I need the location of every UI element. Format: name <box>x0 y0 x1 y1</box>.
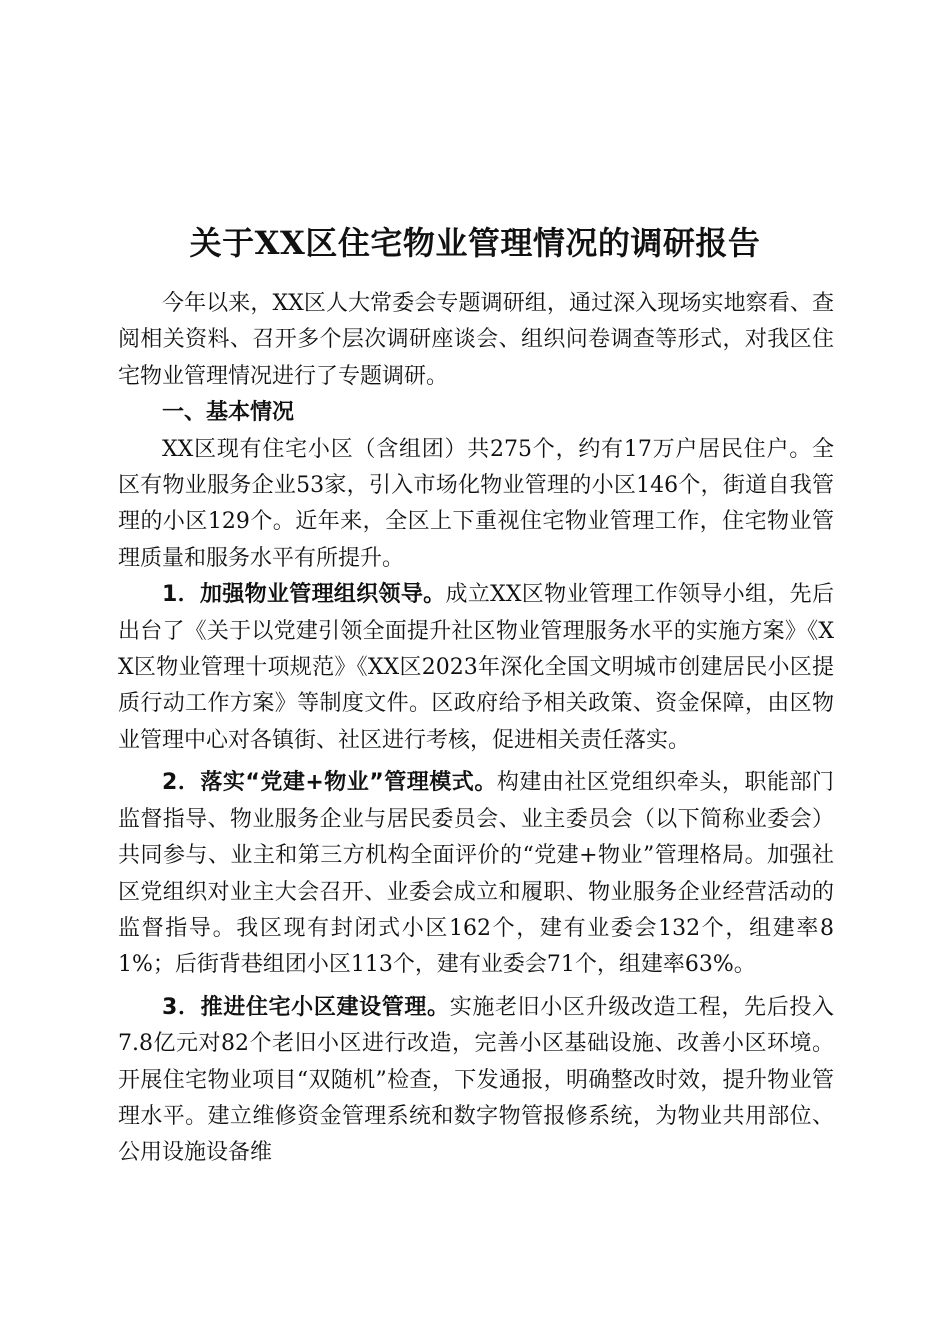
item-3-body: 实施老旧小区升级改造工程，先后投入7.8亿元对82个老旧小区进行改造，完善小区基础设施、改善小区环境。开展住宅物业项目“双随机”检查，下发通报，明确整改时效，提升物业管理水平。建立维修资金管理系统和数字物管报修系统，为物业共用部位、公用设施设备维 <box>118 994 834 1166</box>
item-3-lead: 3．推进住宅小区建设管理。 <box>162 994 450 1020</box>
intro-paragraph: 今年以来，XX区人大常委会专题调研组，通过深入现场实地察看、查阅相关资料、召开多个层次调研座谈会、组织问卷调查等形式，对我区住宅物业管理情况进行了专题调研。 <box>118 291 834 389</box>
section-heading-basic-situation: 一、基本情况 <box>162 400 295 426</box>
basic-situation-paragraph: XX区现有住宅小区（含组团）共275个，约有17万户居民住户。全区有物业服务企业53家，引入市场化物业管理的小区146个，街道自我管理的小区129个。近年来，全区上下重视住宅物业管理工作，住宅物业管理质量和服务水平有所提升。 <box>118 436 834 571</box>
document-body <box>118 286 834 1172</box>
item-1-body: 成立XX区物业管理工作领导小组，先后出台了《关于以党建引领全面提升社区物业管理服务水平的实施方案》《XX区物业管理十项规范》《XX区2023年深化全国文明城市创建居民小区提质行动工作方案》等制度文件。区政府给予相关政策、资金保障，由区物业管理中心对各镇街、社区进行考核，促进相关责任落实。 <box>118 582 835 753</box>
item-2-paragraph <box>118 765 834 983</box>
item-3-paragraph <box>118 990 834 1172</box>
item-1-lead: 1．加强物业管理组织领导。 <box>162 582 446 608</box>
item-1-paragraph <box>118 577 834 759</box>
item-2-body: 构建由社区党组织牵头，职能部门监督指导、物业服务企业与居民委员会、业主委员会（以下简称业委会）共同参与、业主和第三方机构全面评价的“党建+物业”管理格局。加强社区党组织对业主大会召开、业委会成立和履职、物业服务企业经营活动的监督指导。我区现有封闭式小区162个，建有业委会132个，组建率81%；后街背巷组团小区113个，建有业委会71个，组建率63%。 <box>118 770 834 978</box>
item-2-lead: 2．落实“党建+物业”管理模式。 <box>162 770 497 796</box>
document-title: 关于XX区住宅物业管理情况的调研报告 <box>189 224 761 263</box>
